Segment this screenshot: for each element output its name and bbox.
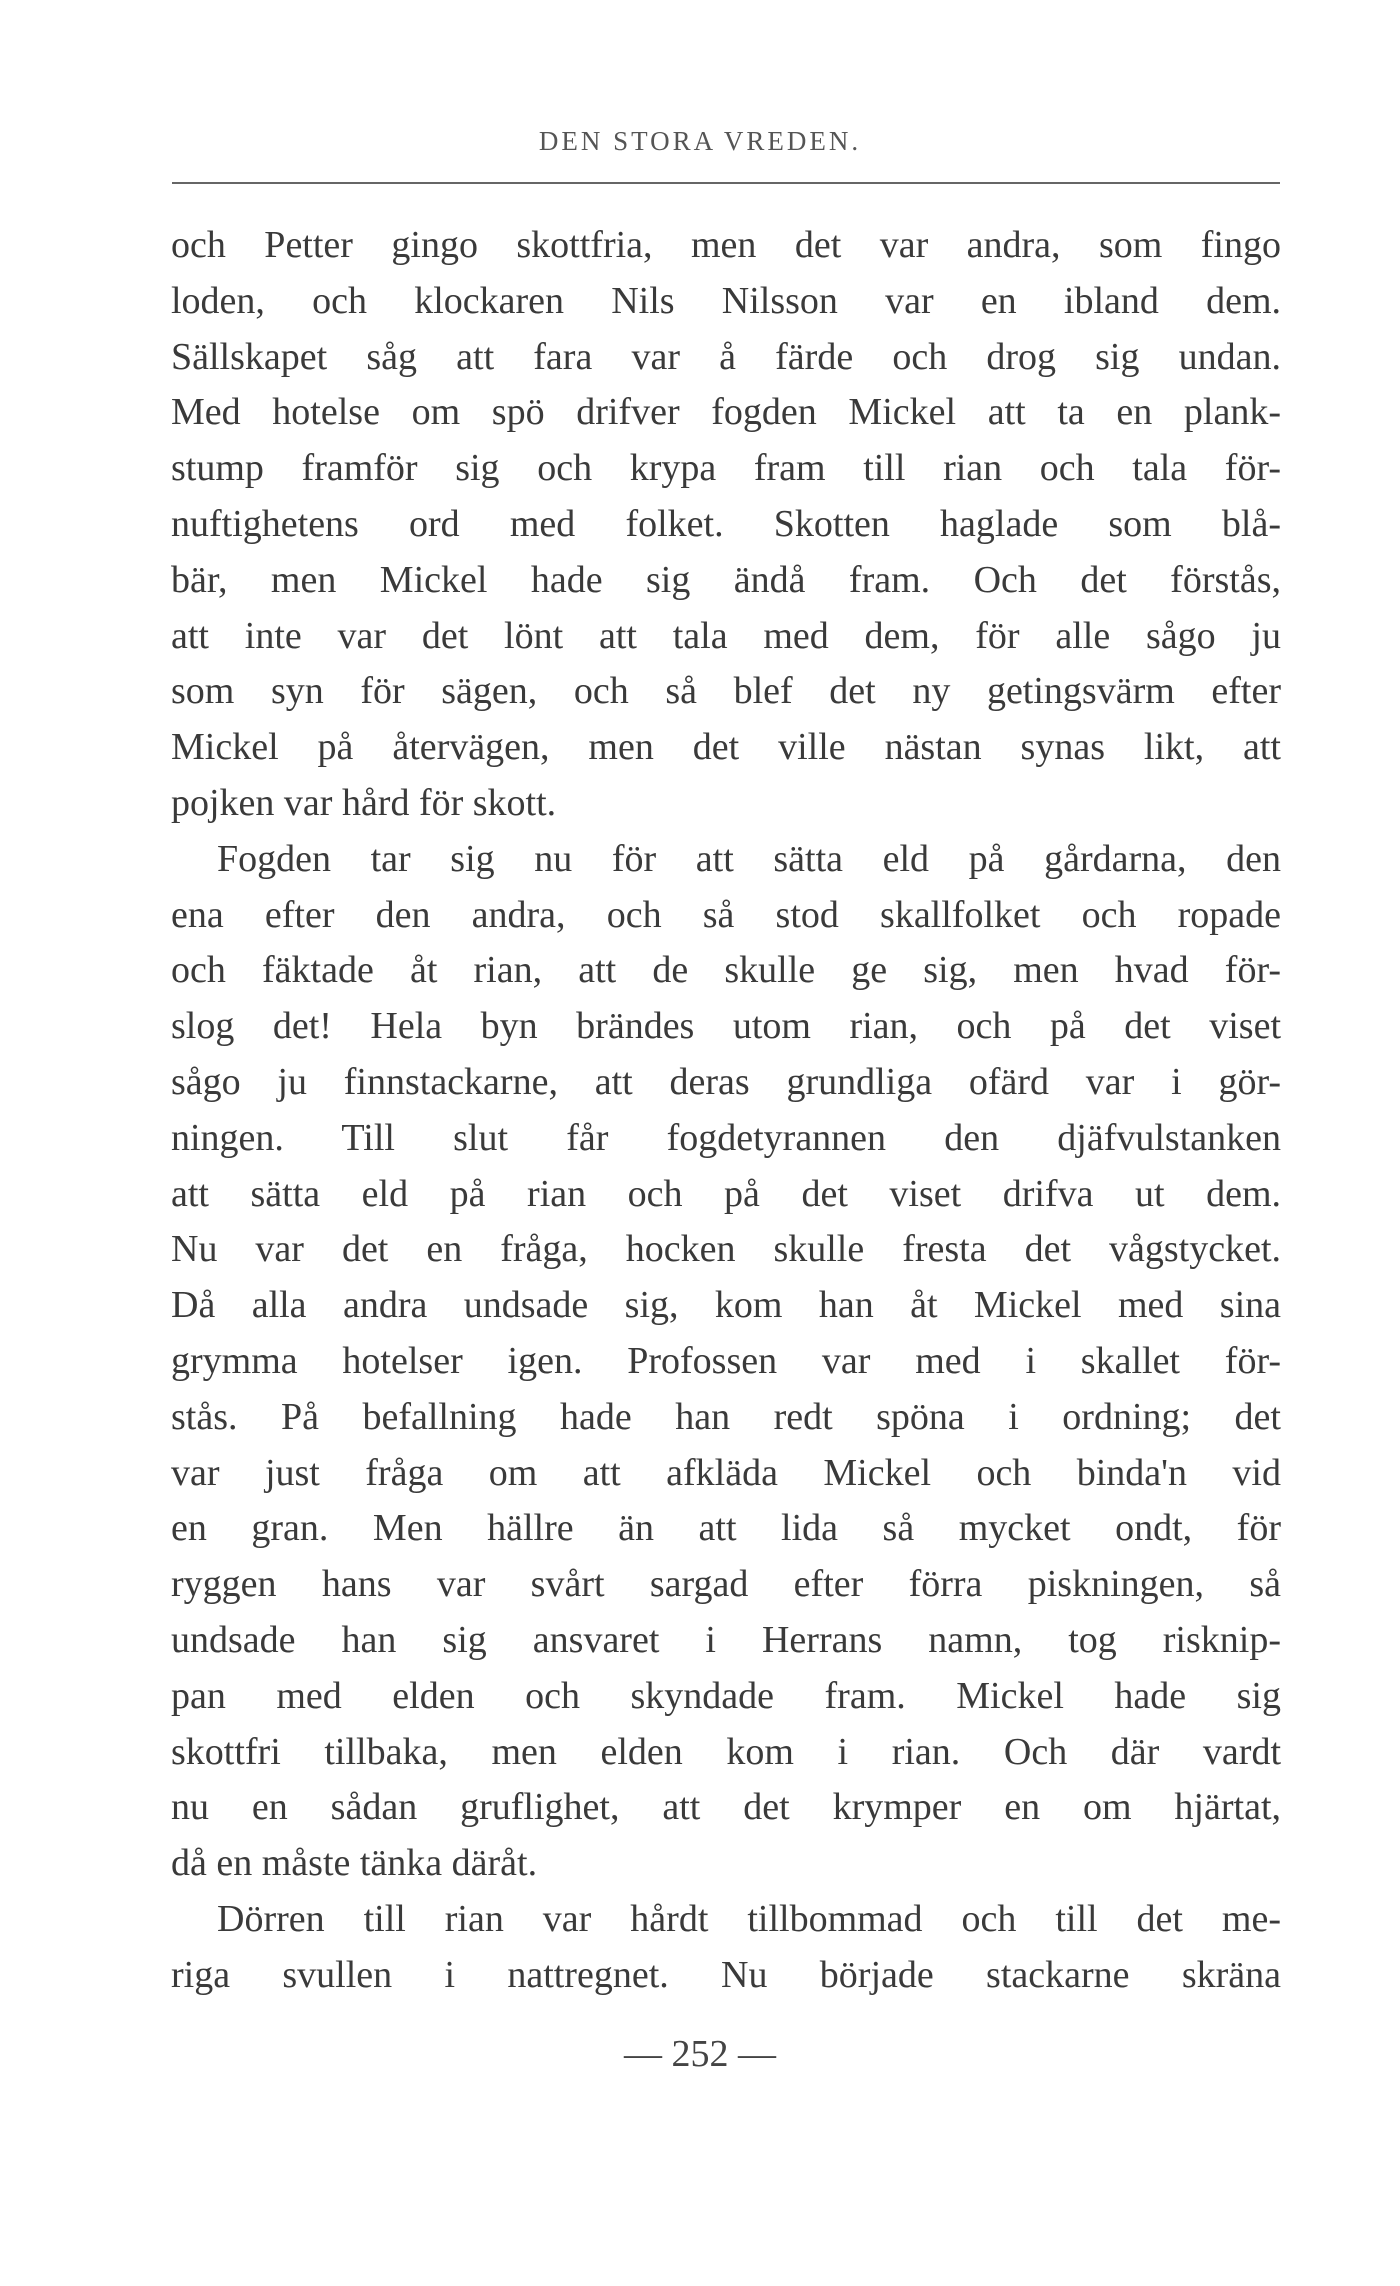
text-line: undsade han sig ansvaret i Herrans namn, tog risknip- — [171, 1618, 1281, 1661]
text-line: Nu var det en fråga, hocken skulle fresta det vågstycket. — [171, 1228, 1281, 1271]
text-line: nu en sådan gruflighet, att det krymper en om hjärtat, — [171, 1786, 1281, 1829]
text-line: grymma hotelser igen. Profossen var med i skallet för- — [171, 1339, 1281, 1382]
text-line: Fogden tar sig nu för att sätta eld på gårdarna, den — [217, 837, 1281, 880]
text-line: Då alla andra undsade sig, kom han åt Mickel med sina — [171, 1284, 1281, 1327]
text-line: och Petter gingo skottfria, men det var andra, som fingo — [171, 224, 1281, 266]
text-line: skottfri tillbaka, men elden kom i rian. Och där vardt — [171, 1730, 1281, 1773]
text-line: slog det! Hela byn brändes utom rian, och på det viset — [171, 1005, 1281, 1048]
text-line: riga svullen i nattregnet. Nu började stackarne skräna — [171, 1953, 1281, 1996]
text-line: sågo ju finnstackarne, att deras grundliga ofärd var i gör- — [171, 1060, 1281, 1103]
text-line: då en måste tänka däråt. — [171, 1842, 538, 1885]
text-line: pan med elden och skyndade fram. Mickel hade sig — [171, 1674, 1281, 1717]
text-line: en gran. Men hällre än att lida så mycket ondt, för — [171, 1507, 1281, 1550]
text-line: Mickel på återvägen, men det ville nästan synas likt, att — [171, 726, 1281, 769]
running-head: DEN STORA VREDEN. — [538, 126, 862, 156]
text-line: ryggen hans var svårt sargad efter förra piskningen, så — [171, 1563, 1281, 1606]
text-line: nuftighetens ord med folket. Skotten haglade som blå- — [171, 502, 1281, 545]
text-line: och fäktade åt rian, att de skulle ge sig, men hvad för- — [171, 949, 1281, 992]
page-number: — 252 — — [624, 2033, 776, 2075]
body-text — [171, 218, 1281, 2004]
text-line: Sällskapet såg att fara var å färde och drog sig undan. — [171, 335, 1281, 378]
text-line: Dörren till rian var hårdt tillbommad och till det me- — [217, 1897, 1281, 1940]
text-line: ena efter den andra, och så stod skallfolket och ropade — [171, 893, 1281, 936]
text-line: Med hotelse om spö drifver fogden Mickel att ta en plank- — [171, 391, 1281, 434]
text-line: loden, och klockaren Nils Nilsson var en ibland dem. — [171, 279, 1281, 322]
text-line: att inte var det lönt att tala med dem, för alle sågo ju — [171, 614, 1281, 657]
text-line: ningen. Till slut får fogdetyrannen den djäfvulstanken — [171, 1116, 1281, 1159]
header-rule — [172, 182, 1280, 184]
text-line: att sätta eld på rian och på det viset drifva ut dem. — [171, 1172, 1281, 1215]
text-line: var just fråga om att afkläda Mickel och binda'n vid — [171, 1451, 1281, 1494]
text-line: pojken var hård för skott. — [171, 781, 557, 824]
text-line: som syn för sägen, och så blef det ny getingsvärm efter — [171, 670, 1281, 713]
text-line: stump framför sig och krypa fram till rian och tala för- — [171, 447, 1281, 490]
text-line: stås. På befallning hade han redt spöna i ordning; det — [171, 1395, 1281, 1438]
text-line: bär, men Mickel hade sig ändå fram. Och det förstås, — [171, 558, 1281, 601]
